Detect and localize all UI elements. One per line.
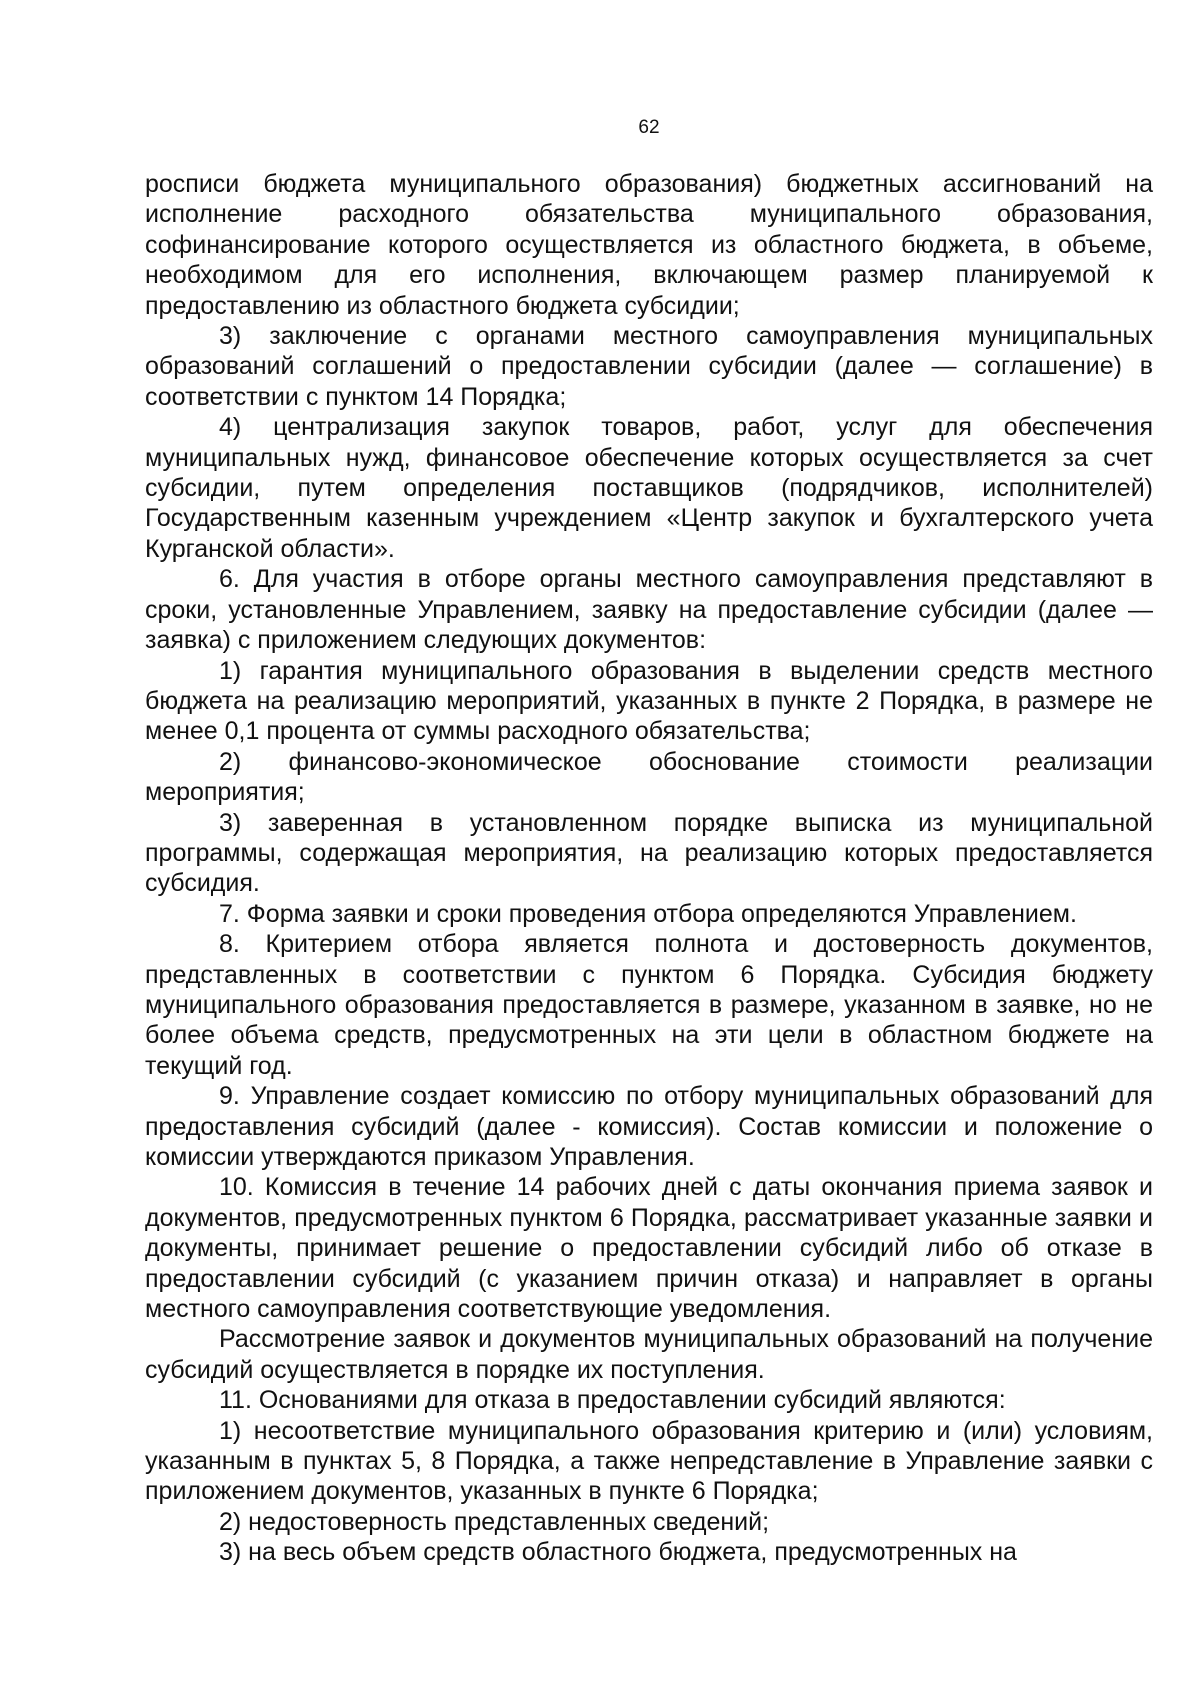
paragraph-clause-6: 6. Для участия в отборе органы местного самоуправления представляют в сроки, установленные Управлением, заявку на предоставление субсидии (далее — заявка) с приложением следующих документов: — [145, 565, 1153, 655]
paragraph-clause-10: 10. Комиссия в течение 14 рабочих дней с даты окончания приема заявок и документов, предусмотренных пунктом 6 Порядка, рассматривает указанные заявки и документы, принимает решение о предоставлении субсидий либо об отказе в предоставлении субсидий (с указанием причин отказа) и направляет в органы местного самоуправления соответствующие уведомления. — [145, 1173, 1153, 1324]
paragraph-clause-11-item-1: 1) несоответствие муниципального образования критерию и (или) условиям, указанным в пунктах 5, 8 Порядка, а также непредставление в Управление заявки с приложением документов, указанных в пункте 6 Порядка; — [145, 1416, 1153, 1506]
paragraph-clause-6-item-3: 3) заверенная в установленном порядке выписка из муниципальной программы, содержащая мероприятия, на реализацию которых предоставляется субсидия. — [145, 808, 1153, 898]
paragraph-clause-8: 8. Критерием отбора является полнота и достоверность документов, представленных в соответствии с пунктом 6 Порядка. Субсидия бюджету муниципального образования предоставляется в размере, указанном в заявке, но не более объема средств, предусмотренных на эти цели в областном бюджете на текущий год. — [145, 930, 1153, 1080]
paragraph-clause-11-item-2: 2) недостоверность представленных сведений; — [219, 1507, 770, 1536]
paragraph-item-3-agreements: 3) заключение с органами местного самоуправления муниципальных образований соглашений о предоставлении субсидии (далее — соглашение) в соответствии с пунктом 14 Порядка; — [145, 322, 1153, 411]
document-body — [145, 169, 1153, 1568]
page-number: 62 — [638, 117, 660, 138]
paragraph-clause-6-item-2: 2) финансово-экономическое обоснование стоимости реализации мероприятия; — [145, 747, 1153, 807]
paragraph-item-4-procurement: 4) централизация закупок товаров, работ, услуг для обеспечения муниципальных нужд, финансовое обеспечение которых осуществляется за счет субсидии, путем определения поставщиков (подрядчиков, исполнителей) Государственным казенным учреждением «Центр закупок и бухгалтерского учета Курганской области». — [145, 413, 1153, 563]
paragraph-clause-11: 11. Основаниями для отказа в предоставлении субсидий являются: — [219, 1386, 1006, 1415]
paragraph-clause-6-item-1: 1) гарантия муниципального образования в выделении средств местного бюджета на реализацию мероприятий, указанных в пункте 2 Порядка, в размере не менее 0,1 процента от суммы расходного обязательства; — [145, 656, 1153, 746]
paragraph-clause-7: 7. Форма заявки и сроки проведения отбора определяются Управлением. — [219, 899, 1077, 928]
paragraph-review-order: Рассмотрение заявок и документов муниципальных образований на получение субсидий осуществляется в порядке их поступления. — [145, 1325, 1153, 1384]
paragraph-continuation: росписи бюджета муниципального образования) бюджетных ассигнований на исполнение расходного обязательства муниципального образования, софинансирование которого осуществляется из областного бюджета, в объеме, необходимом для его исполнения, включающем размер планируемой к предоставлению из областного бюджета субсидии; — [145, 170, 1153, 320]
paragraph-clause-11-item-3: 3) на весь объем средств областного бюджета, предусмотренных на — [219, 1538, 1017, 1567]
paragraph-clause-9: 9. Управление создает комиссию по отбору муниципальных образований для предоставления субсидий (далее - комиссия). Состав комиссии и положение о комиссии утверждаются приказом Управления. — [145, 1082, 1153, 1171]
